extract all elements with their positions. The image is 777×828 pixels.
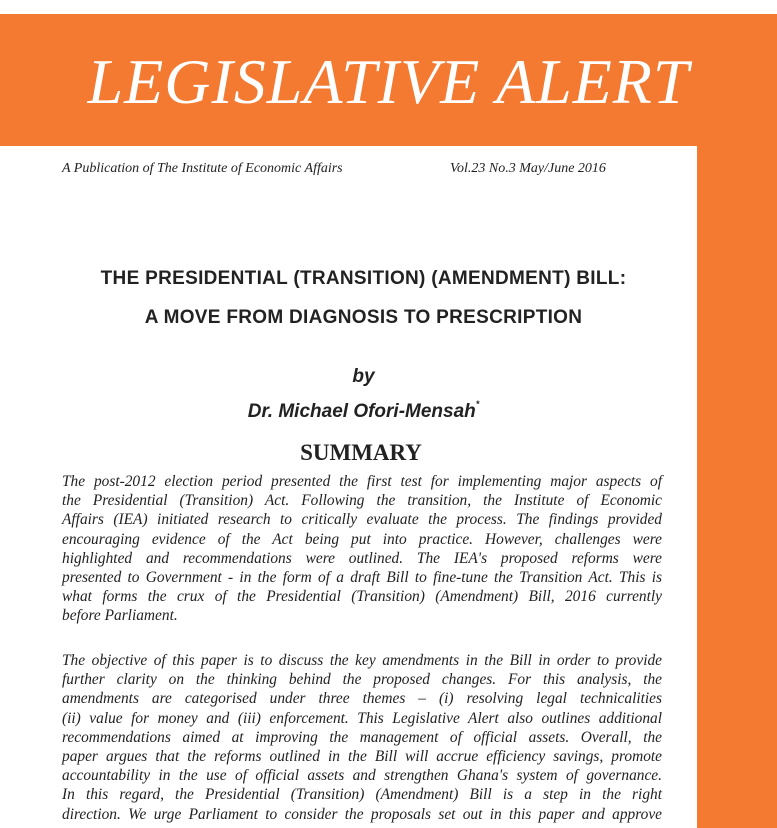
issue-info: Vol.23 No.3 May/June 2016 [450,161,606,176]
byline-by: by [352,366,375,387]
article-title-line-2: A MOVE FROM DIAGNOSIS TO PRESCRIPTION [144,307,583,328]
publisher-text: A Publication of The Institute of Economic Affairs [62,161,343,176]
paragraph-line: further clarity on the thinking behind the proposed changes. For this analysis, the [62,671,662,689]
paragraph-line: direction. We urge Parliament to consider the proposals set out in this paper and approve [62,805,662,823]
paragraph-line: what forms the crux of the Presidential (Transition) (Amendment) Bill, 2016 currently [62,588,662,606]
paragraph-line: The objective of this paper is to discuss the key amendments in the Bill in order to provide [62,652,662,669]
paragraph-line: highlighted and recommendations were outlined. The IEA's proposed reforms were [62,549,662,567]
paragraph-line: Affairs (IEA) initiated research to critically evaluate the process. The findings provided [62,511,662,529]
paragraph-line: The post-2012 election period presented the first test for implementing major aspects of [62,473,662,490]
article-title-line-1: THE PRESIDENTIAL (TRANSITION) (AMENDMENT) BILL: [100,268,627,289]
author-footnote-mark: * [475,399,480,409]
paragraph-line: accountability in the use of official assets and strengthen Ghana's system of governance. [62,767,662,785]
paragraph-line: (ii) value for money and (iii) enforcement. This Legislative Alert also outlines additional [62,709,662,727]
paragraph-line: the Presidential (Transition) Act. Following the transition, the Institute of Economic [62,492,662,510]
summary-paragraph-2 [62,651,662,824]
masthead-title: LEGISLATIVE ALERT [87,46,690,117]
paragraph-line: amendments are categorised under three themes – (i) resolving legal technicalities [62,690,662,708]
paragraph-line: recommendations aimed at improving the management of official assets. Overall, the [62,728,662,746]
author-name-block [0,401,727,423]
paragraph-line: encouraging evidence of the Act being put into practice. However, challenges were [62,530,662,548]
publication-line [62,161,622,177]
paragraph-line: In this regard, the Presidential (Transition) (Amendment) Bill is a step in the right [62,786,662,804]
paragraph-line: paper argues that the reforms outlined in the Bill will accrue efficiency savings, promote [62,748,662,766]
summary-heading: SUMMARY [300,440,422,465]
paragraph-line: before Parliament. [62,607,178,625]
summary-paragraph-1 [62,472,662,626]
paragraph-line: presented to Government - in the form of a draft Bill to fine-tune the Transition Act. This is [62,569,662,587]
author-name: Dr. Michael Ofori-Mensah [247,401,476,422]
